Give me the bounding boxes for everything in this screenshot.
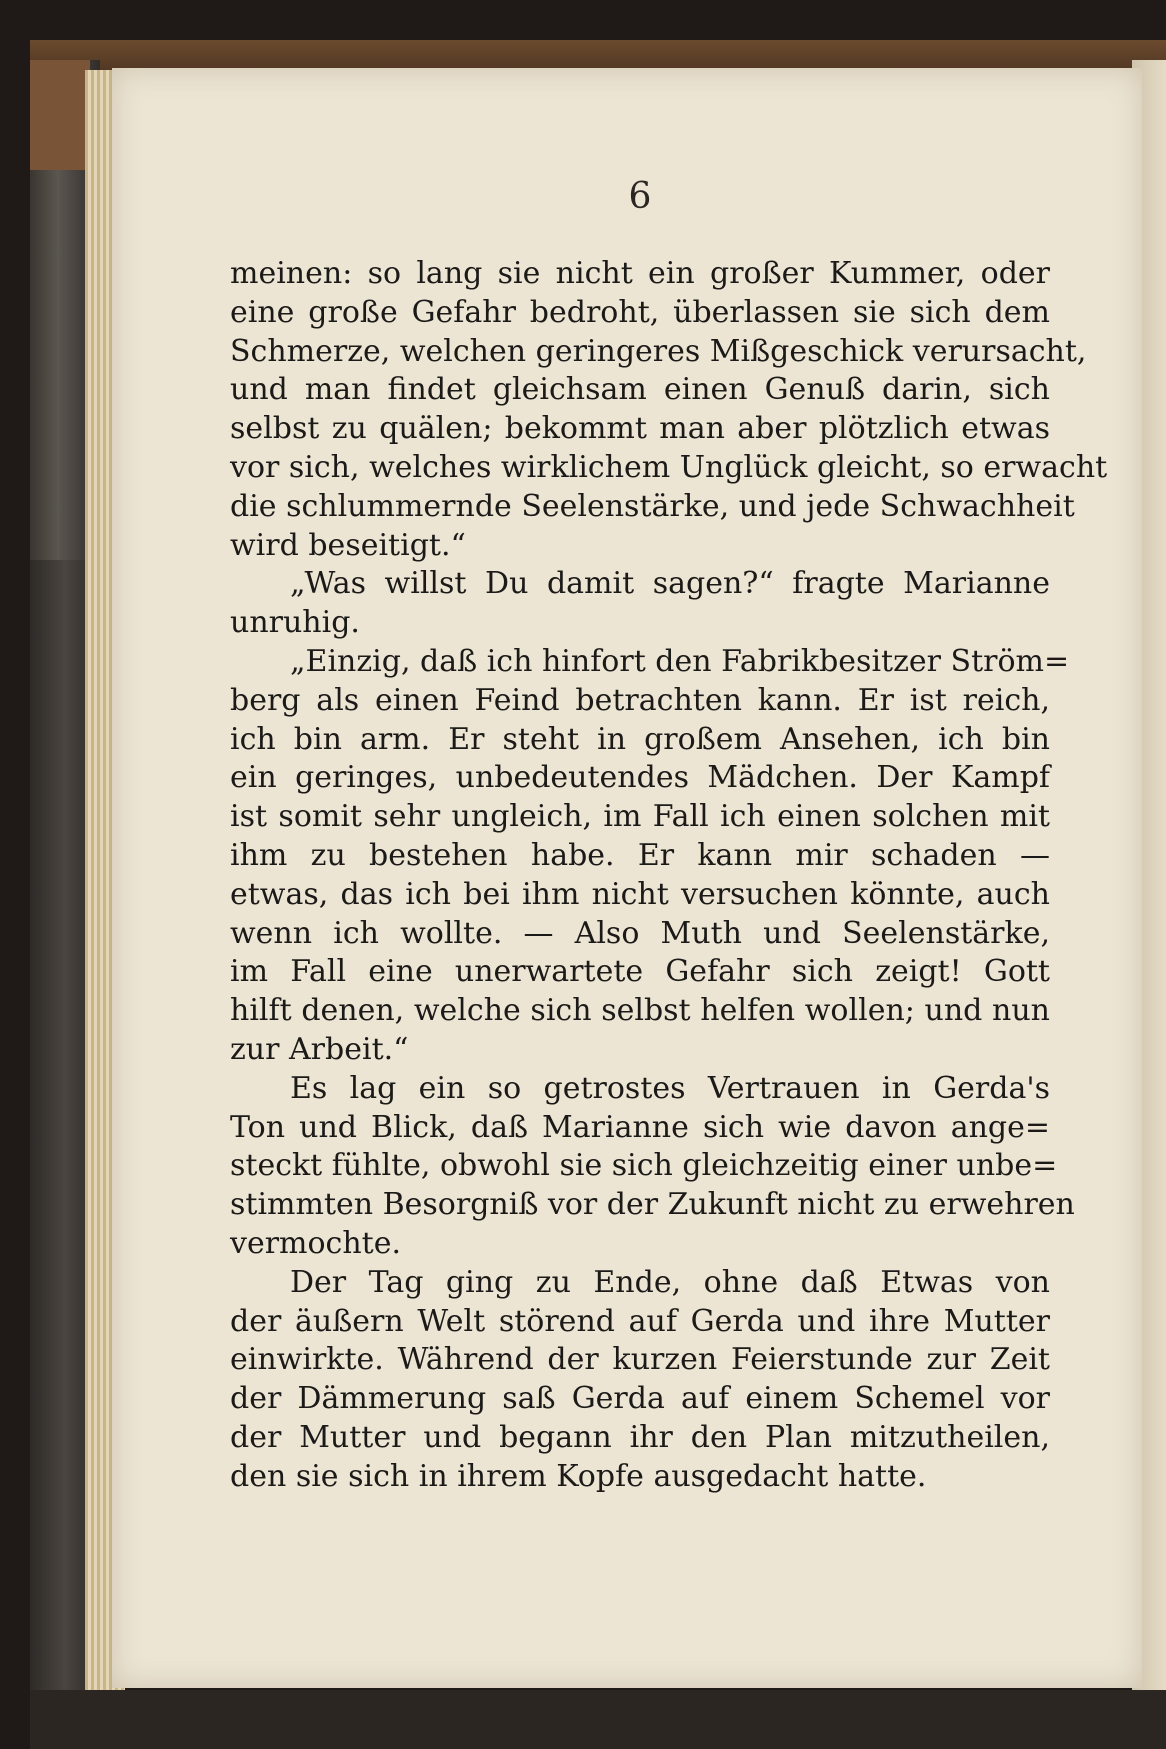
text-line: den sie sich in ihrem Kopfe ausgedacht hatte.	[230, 1458, 927, 1494]
text-line: der äußern Welt störend auf Gerda und ihre Mutter	[230, 1303, 1050, 1339]
text-line: berg als einen Feind betrachten kann. Er ist reich,	[230, 682, 1050, 718]
text-line: einwirkte. Während der kurzen Feierstunde zur Zeit	[230, 1342, 1050, 1378]
page-number: 6	[628, 176, 652, 217]
book-cover-bottom	[30, 1690, 1166, 1749]
text-line: wenn ich wollte. — Also Muth und Seelenstärke,	[230, 915, 1050, 951]
text-line: im Fall eine unerwartete Gefahr sich zeigt! Gott	[230, 954, 1050, 990]
text-line: meinen: so lang sie nicht ein großer Kummer, oder	[230, 256, 1050, 291]
text-line: ist somit sehr ungleich, im Fall ich einen solchen mit	[230, 799, 1050, 835]
text-line: der Mutter und begann ihr den Plan mitzutheilen,	[230, 1419, 1050, 1455]
text-line: hilft denen, welche sich selbst helfen wollen; und nun	[230, 993, 1050, 1029]
text-line: wird beseitigt.“	[230, 527, 466, 563]
text-line: etwas, das ich bei ihm nicht versuchen könnte, auch	[230, 876, 1050, 912]
text-line: ich bin arm. Er steht in großem Ansehen, ich bin	[230, 721, 1050, 757]
text-line: selbst zu quälen; bekommt man aber plötzlich etwas	[230, 411, 1050, 447]
text-line: Es lag ein so getrostes Vertrauen in Gerda's	[290, 1070, 1050, 1106]
text-line: Ton und Blick, daß Marianne sich wie davon ange=	[230, 1109, 1050, 1145]
text-line: steckt fühlte, obwohl sie sich gleichzeitig einer unbe=	[230, 1148, 1058, 1184]
text-line: der Dämmerung saß Gerda auf einem Schemel vor	[230, 1381, 1050, 1417]
text-line: vor sich, welches wirklichem Unglück gleicht, so erwacht	[230, 449, 1108, 485]
text-line: „Einzig, daß ich hinfort den Fabrikbesitzer Ström=	[290, 643, 1070, 679]
text-line: eine große Gefahr bedroht, überlassen sie sich dem	[230, 294, 1050, 330]
text-line: vermochte.	[230, 1225, 402, 1261]
text-line: unruhig.	[230, 605, 360, 641]
text-line: ein geringes, unbedeutendes Mädchen. Der Kampf	[230, 760, 1050, 796]
text-line: Schmerze, welchen geringeres Mißgeschick verursacht,	[230, 333, 1087, 369]
text-line: ihm zu bestehen habe. Er kann mir schaden —	[230, 837, 1050, 873]
text-line: zur Arbeit.“	[230, 1031, 409, 1067]
text-line: stimmten Besorgniß vor der Zukunft nicht zu erwehren	[230, 1187, 1075, 1223]
text-line: Der Tag ging zu Ende, ohne daß Etwas von	[290, 1264, 1050, 1300]
body-text	[230, 255, 1108, 1497]
text-line: „Was willst Du damit sagen?“ fragte Marianne	[290, 566, 1050, 602]
book-leather-corner	[30, 60, 90, 170]
text-line: die schlummernde Seelenstärke, und jede Schwachheit	[230, 488, 1075, 524]
text-line: und man findet gleichsam einen Genuß darin, sich	[230, 372, 1050, 408]
